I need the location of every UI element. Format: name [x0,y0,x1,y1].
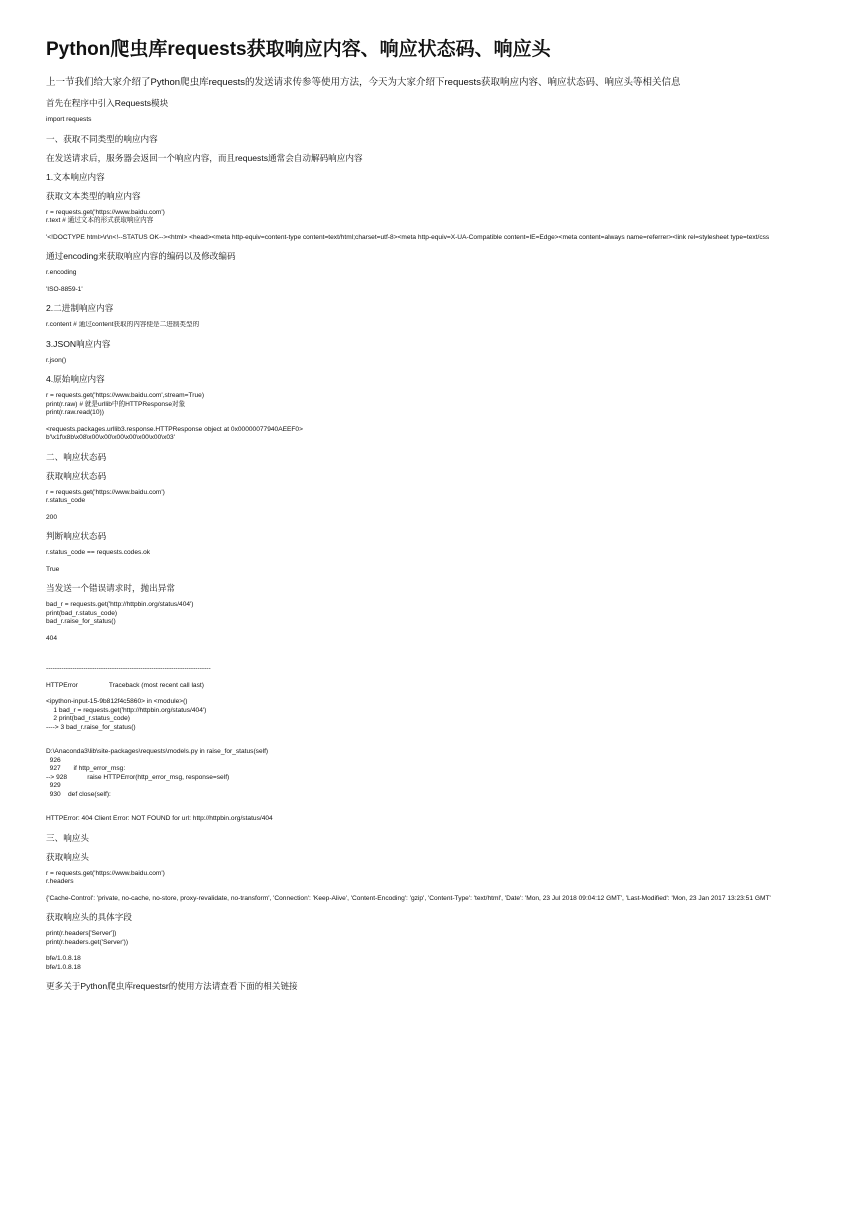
code-block [46,392,836,418]
code-line: r = requests.get('https://www.baidu.com') [46,488,165,496]
subsection-description: 获取文本类型的响应内容 [46,190,141,201]
code-block [46,321,836,330]
article [46,38,836,999]
subsection-heading: 4.原始响应内容 [46,374,105,384]
code-line: r.text # 通过文本的形式获取响应内容 [46,217,154,224]
code-line: r.content # 通过content获取的内容便是二进制类型的 [46,321,200,328]
code-line: <requests.packages.urllib3.response.HTTPResponse object at 0x00000077940AEEF0> [46,425,303,433]
output-block [46,426,836,443]
code-line: 200 [46,513,58,521]
code-line: r.json() [46,356,67,364]
code-line: 926 [46,756,61,764]
output-block [46,234,836,243]
code-block [46,549,836,558]
code-line: print(bad_r.status_code) [46,609,118,617]
code-line: <ipython-input-15-9b812f4c5860> in <module>() [46,698,188,705]
code-line: r = requests.get('https://www.baidu.com',stream=True) [46,392,205,399]
paragraph: 通过encoding来获取响应内容的编码以及修改编码 [46,251,236,261]
code-line: b'\x1f\x8b\x08\x00\x00\x00\x00\x00\x00\x03' [46,434,175,441]
subsection-heading: 1.文本响应内容 [46,171,105,182]
code-line: 'ISO-8859-1' [46,285,83,293]
code-line: 2 print(bad_r.status_code) [46,715,130,722]
subsection-heading: 2.二进制响应内容 [46,303,114,313]
section-description: 在发送请求后，服务器会返回一个响应内容，而且requests通常会自动解码响应内容 [46,152,363,163]
traceback-block [46,748,836,799]
code-line: print(r.headers.get('Server')) [46,938,129,946]
code-line: print(r.raw.read(10)) [46,409,104,416]
output-block [46,514,836,523]
output-block [46,955,836,972]
section-description: 获取响应状态码 [46,470,107,481]
code-line: r.status_code == requests.codes.ok [46,549,151,556]
subsection-heading: 3.JSON响应内容 [46,338,111,349]
traceback-header: HTTPError Traceback (most recent call last) [46,681,204,689]
code-block [46,601,836,627]
code-line: 404 [46,634,58,642]
code-block [46,269,836,278]
section-description: 获取响应头 [46,851,89,862]
traceback-error: HTTPError: 404 Client Error: NOT FOUND for url: http://httpbin.org/status/404 [46,815,273,822]
code-line: r = requests.get('https://www.baidu.com') [46,208,165,216]
code-line: True [46,565,60,573]
code-line: 930 def close(self): [46,790,111,798]
code-block [46,489,836,506]
code-line: 927 if http_error_msg: [46,765,126,772]
code-line: bad_r.raise_for_status() [46,618,116,625]
code-line: ----> 3 bad_r.raise_for_status() [46,723,136,731]
code-block [46,357,836,366]
code-line: r.encoding [46,269,77,276]
code-block [46,209,836,226]
code-line: print(r.headers['Server']) [46,930,117,937]
code-line: {'Cache-Control': 'private, no-cache, no-store, proxy-revalidate, no-transform', 'Connection': 'Keep-Alive', 'Content-Encoding': 'gzip', 'Content-Type': 'text/html', 'Date': 'Mon, 23 Jul 2018 09:04:12 GMT', 'Last-Modified': 'Mon, 23 Jan 2017 13:23:51 GMT' [46,894,771,902]
code-line: bad_r = requests.get('http://httpbin.org/status/404') [46,601,194,608]
code-line: r.status_code [46,497,86,504]
paragraph: 当发送一个错误请求时，抛出异常 [46,583,175,593]
section-heading: 一、获取不同类型的响应内容 [46,133,158,144]
code-line: --> 928 raise HTTPError(http_error_msg, response=self) [46,773,230,781]
code-line: 929 [46,782,61,789]
code-block [46,116,836,125]
output-block [46,566,836,575]
section-heading: 三、响应头 [46,832,89,843]
traceback-block [46,698,836,732]
traceback-rule: --------------------------------------------------------------------------- [46,665,211,672]
paragraph: 判断响应状态码 [46,531,107,541]
code-line: r = requests.get('https://www.baidu.com') [46,869,165,877]
code-block [46,930,836,947]
footer-paragraph: 更多关于Python爬虫库requestsr的使用方法请查看下面的相关链接 [46,981,298,991]
code-line: import requests [46,116,92,123]
code-block [46,870,836,887]
output-block [46,635,836,644]
code-line: bfe/1.0.8.18 [46,963,81,971]
page-title: Python爬虫库requests获取响应内容、响应状态码、响应头 [46,39,551,60]
paragraph: 获取响应头的具体字段 [46,912,132,922]
code-line: print(r.raw) # 就是urllib中的HTTPResponse对象 [46,400,186,408]
section-heading: 二、响应状态码 [46,451,107,462]
code-line: 1 bad_r = requests.get('http://httpbin.org/status/404') [46,706,207,714]
import-intro: 首先在程序中引入Requests模块 [46,98,169,108]
intro-paragraph: 上一节我们给大家介绍了Python爬虫库requests的发送请求传参等使用方法，今天为大家介绍下requests获取响应内容、响应状态码、响应头等相关信息 [46,77,681,88]
code-line: r.headers [46,878,74,885]
output-block [46,286,836,295]
code-line: D:\Anaconda3\lib\site-packages\requests\models.py in raise_for_status(self) [46,748,269,755]
code-line: '<!DOCTYPE html>\r\n<!--STATUS OK--><html> <head><meta http-equiv=content-type content=text/html;charset=utf-8><meta http-equiv=X-UA-Compatible content=IE=Edge><meta content=always name=referrer><link rel=stylesheet type=text/css [46,233,770,241]
output-block [46,895,836,904]
code-line: bfe/1.0.8.18 [46,955,81,962]
